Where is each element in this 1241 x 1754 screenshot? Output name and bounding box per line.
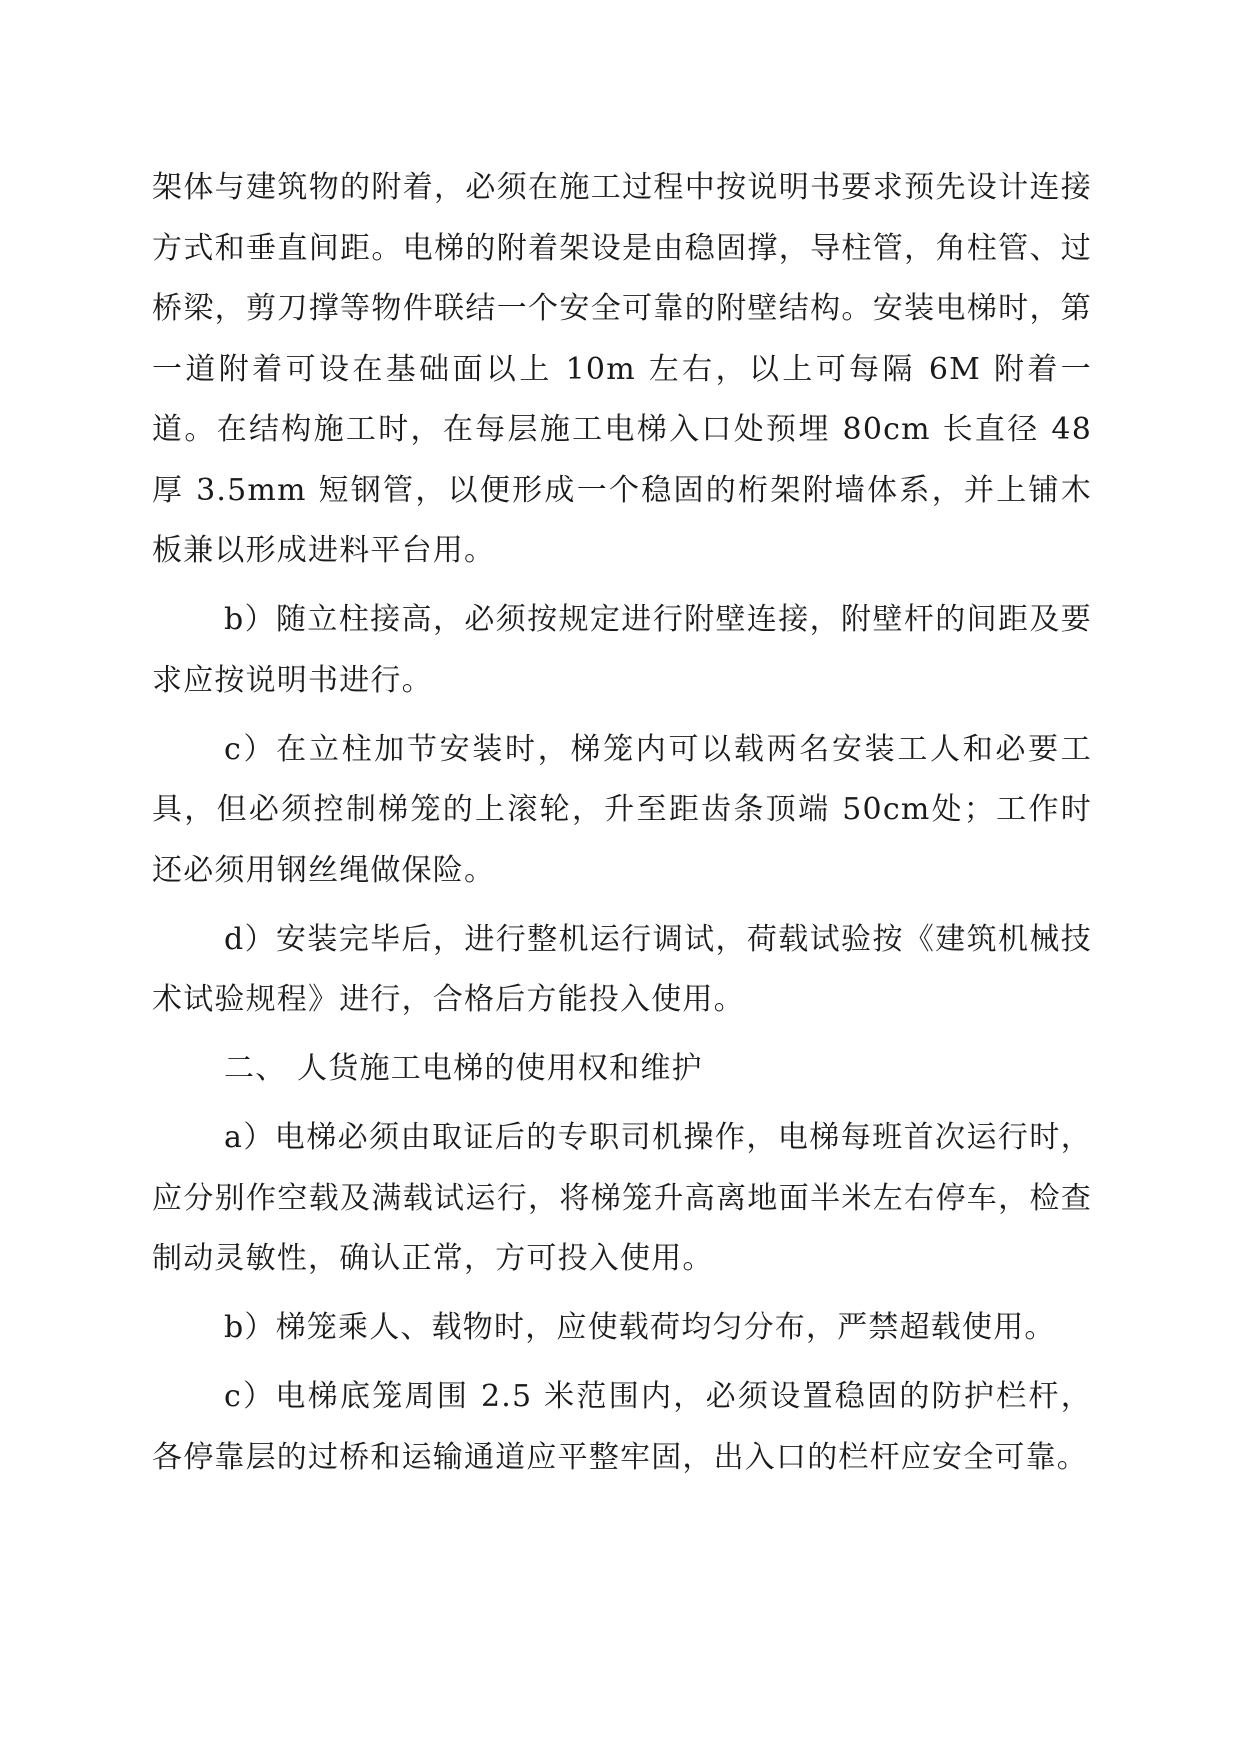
paragraph-a-operator: a）电梯必须由取证后的专职司机操作，电梯每班首次运行时，应分别作空载及满载试运行，将梯笼升高离地面半米左右停车，检查制动灵敏性，确认正常，方可投入使用。 <box>152 1120 1092 1276</box>
paragraph-attachment-setup: 架体与建筑物的附着，必须在施工过程中按说明书要求预先设计连接方式和垂直间距。电梯的附着架设是由稳固撑，导柱管，角柱管、过桥梁，剪刀撑等物件联结一个安全可靠的附壁结构。安装电梯时，第一道附着可设在基础面以上 10m 左右，以上可每隔 6M 附着一道。在结构施工时，在每层施工电梯入口处预埋 80cm 长直径 48 厚 3.5mm 短钢管，以便形成一个稳固的桁架附墙体系，并上铺木板兼以形成进料平台用。 <box>152 170 1092 568</box>
document-body <box>152 158 1092 1497</box>
paragraph-b-load: b）梯笼乘人、载物时，应使载荷均匀分布，严禁超载使用。 <box>224 1310 1056 1345</box>
paragraph-c-section-install: c）在立柱加节安装时，梯笼内可以载两名安装工人和必要工具，但必须控制梯笼的上滚轮，升至距齿条顶端 50cm处；工作时还必须用钢丝绳做保险。 <box>152 731 1092 888</box>
paragraph-c-guardrail: c）电梯底笼周围 2.5 米范围内，必须设置稳固的防护栏杆，各停靠层的过桥和运输通道应平整牢固，出入口的栏杆应安全可靠。 <box>152 1379 1092 1475</box>
paragraph-d-commissioning: d）安装完毕后，进行整机运行调试，荷载试验按《建筑机械技术试验规程》进行，合格后方能投入使用。 <box>152 921 1092 1017</box>
section-heading-use-maintenance: 二、 人货施工电梯的使用权和维护 <box>224 1051 703 1086</box>
paragraph-b-column-extension: b）随立柱接高，必须按规定进行附壁连接，附壁杆的间距及要求应按说明书进行。 <box>152 602 1092 698</box>
